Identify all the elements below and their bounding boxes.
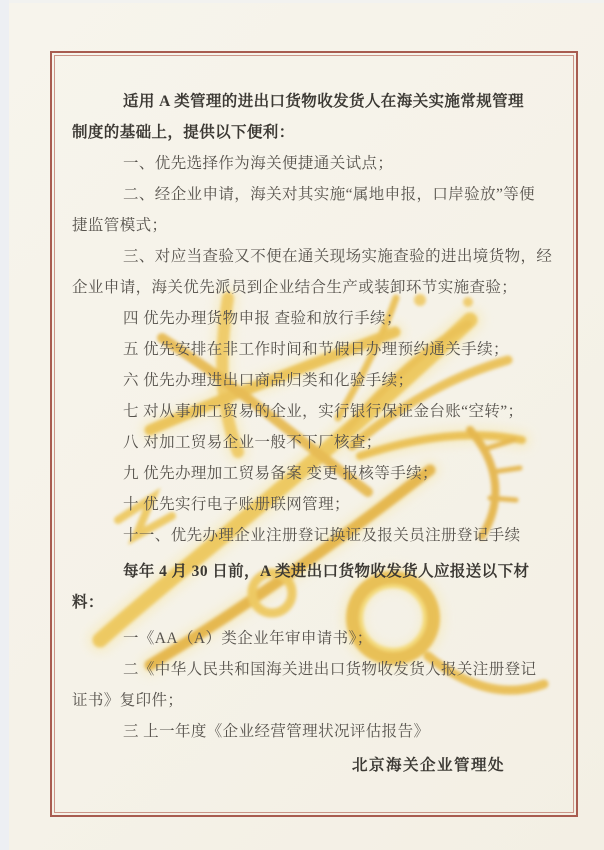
text-line: 证书》复印件； bbox=[72, 692, 184, 709]
text-line: 三、对应当查验又不便在通关现场实施查验的进出境货物，经 bbox=[123, 248, 553, 265]
text-line: 一、优先选择作为海关便捷通关试点； bbox=[123, 155, 394, 172]
text-line: 十一、优先办理企业注册登记换证及报关员注册登记手续 bbox=[123, 527, 521, 544]
text-line: 七 对从事加工贸易的企业，实行银行保证金台账“空转”； bbox=[123, 403, 524, 420]
text-line: 四 优先办理货物申报 查验和放行手续； bbox=[123, 310, 402, 327]
signature: 北京海关企业管理处 bbox=[352, 757, 506, 774]
text-line: 三 上一年度《企业经营管理状况评估报告》 bbox=[123, 723, 430, 740]
text-line: 料： bbox=[72, 594, 104, 611]
text-line: 企业申请，海关优先派员到企业结合生产或装卸环节实施查验； bbox=[72, 279, 518, 296]
text-line: 一《AA（A）类企业年审申请书》； bbox=[123, 630, 373, 647]
document-body-text bbox=[72, 86, 553, 781]
text-line: 制度的基础上，提供以下便利： bbox=[72, 124, 295, 141]
text-line: 捷监管模式； bbox=[72, 217, 168, 234]
text-line: 五 优先安排在非工作时间和节假日办理预约通关手续； bbox=[123, 341, 509, 358]
text-line: 六 优先办理进出口商品归类和化验手续； bbox=[123, 372, 414, 389]
text-line: 十 优先实行电子账册联网管理； bbox=[123, 496, 350, 513]
text-line: 二《中华人民共和国海关进出口货物收发货人报关注册登记 bbox=[123, 661, 537, 678]
text-line: 八 对加工贸易企业一般不下厂核查； bbox=[123, 434, 382, 451]
text-line: 二、经企业申请，海关对其实施“属地申报，口岸验放”等便 bbox=[123, 186, 536, 203]
text-line: 每年 4 月 30 日前，A 类进出口货物收发货人应报送以下材 bbox=[123, 563, 530, 580]
text-line: 适用 A 类管理的进出口货物收发货人在海关实施常规管理 bbox=[123, 93, 524, 110]
text-line: 九 优先办理加工贸易备案 变更 报核等手续； bbox=[123, 465, 438, 482]
